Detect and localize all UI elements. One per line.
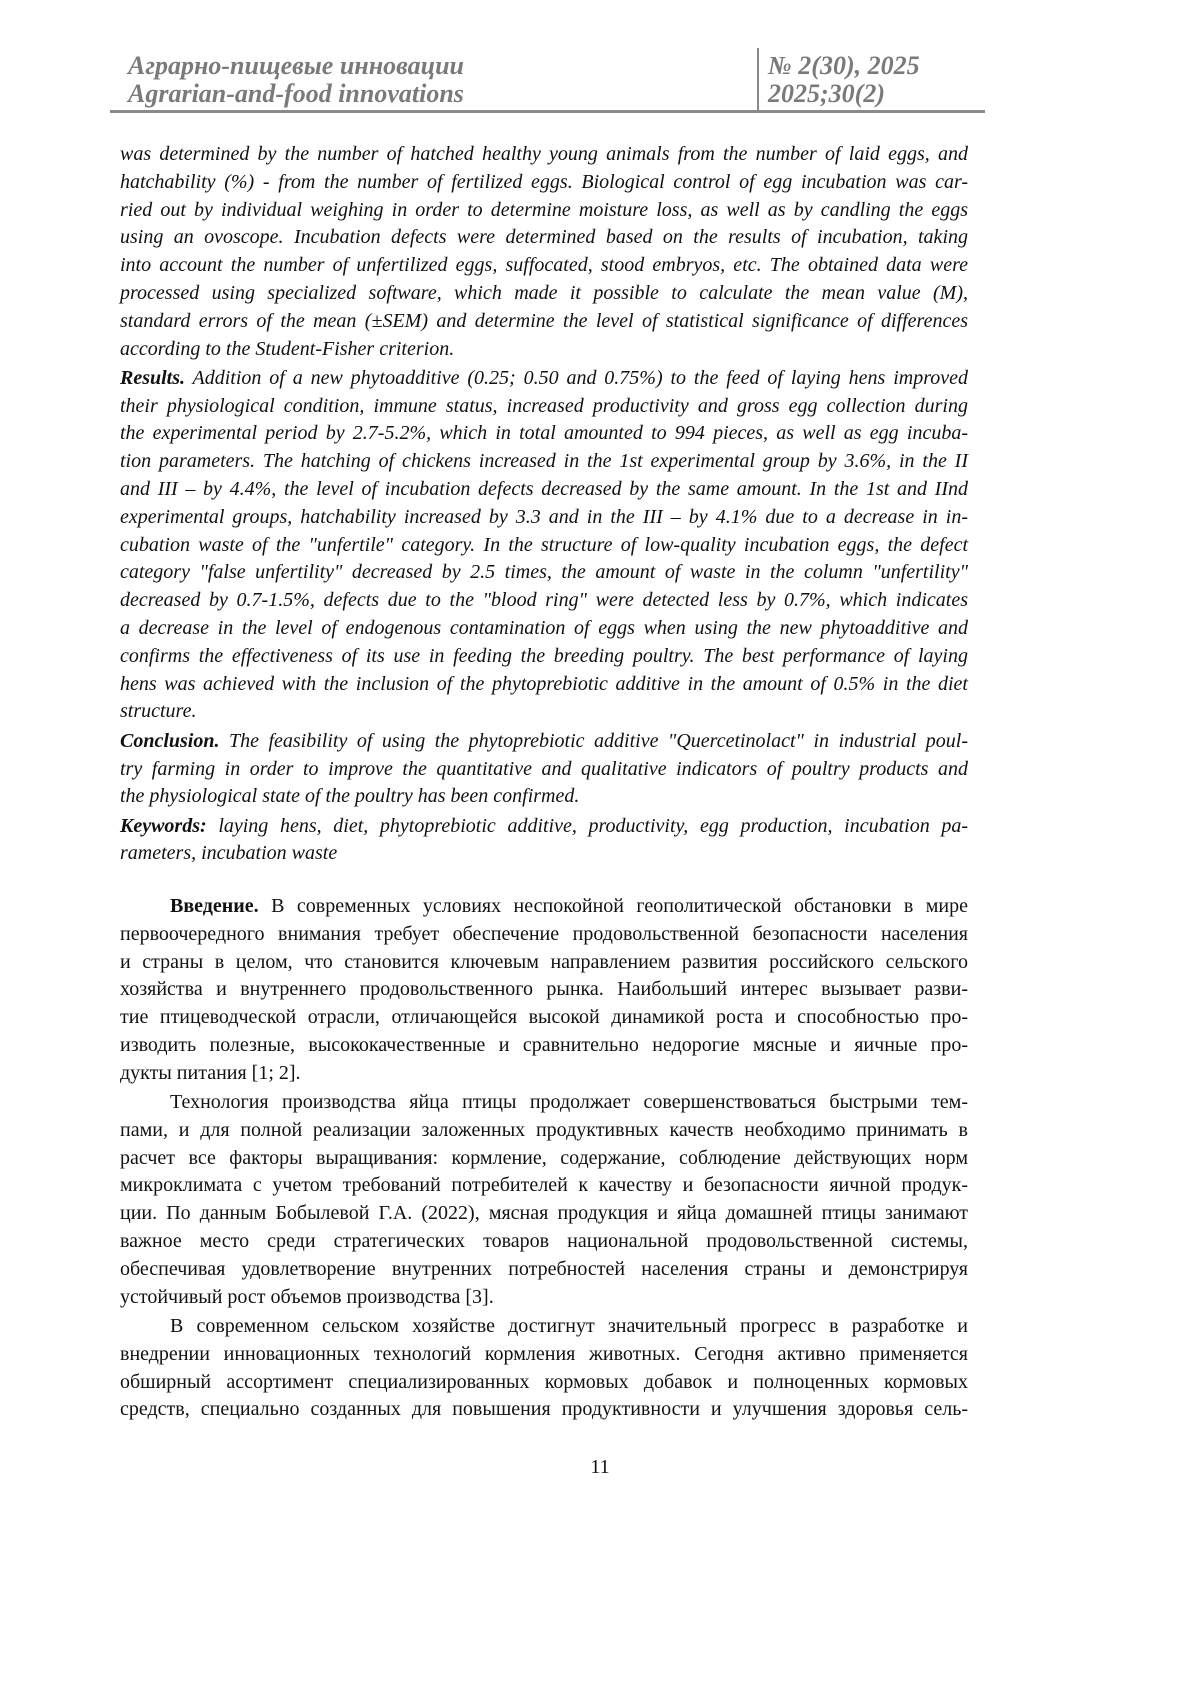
line-text: дукты питания [1; 2]. xyxy=(120,1062,301,1084)
text-line xyxy=(120,504,968,532)
line-text: важное место среди стратегических товаров национальной продовольственной системы, xyxy=(120,1230,968,1252)
article-body xyxy=(120,893,968,1426)
text-line xyxy=(120,393,968,421)
line-text: пами, и для полной реализации заложенных продуктивных качеств необходимо принимать в xyxy=(120,1119,968,1141)
line-text: decreased by 0.7-1.5%, defects due to the "blood ring" were detected less by 0.7%, which indicates xyxy=(120,589,968,611)
line-text: the physiological state of the poultry has been confirmed. xyxy=(120,785,579,807)
journal-title xyxy=(128,52,464,108)
line-text: structure. xyxy=(120,700,196,722)
line-text: первоочередного внимания требует обеспечение продовольственной безопасности населения xyxy=(120,923,968,945)
line-text: микроклимата с учетом требований потребителей к качеству и безопасности яичной продук- xyxy=(120,1174,968,1196)
abstract-keywords xyxy=(120,813,968,869)
text-line xyxy=(120,1369,968,1397)
text-line xyxy=(120,532,968,560)
paragraph-introduction xyxy=(120,893,968,1088)
section-label: Введение. xyxy=(170,895,259,917)
header-divider-vertical xyxy=(757,48,759,110)
line-text: the experimental period by 2.7-5.2%, which in total amounted to 994 pieces, as well as egg incuba- xyxy=(120,422,968,444)
text-line xyxy=(120,1060,968,1088)
line-text: и страны в целом, что становится ключевым направлением развития российского сельского xyxy=(120,951,968,973)
abstract-results xyxy=(120,365,968,726)
line-text: The feasibility of using the phytoprebiotic additive "Quercetinolact" in industrial poul- xyxy=(219,730,968,752)
line-text: tion parameters. The hatching of chickens increased in the 1st experimental group by 3.6%, in the II xyxy=(120,450,968,472)
section-label: Results. xyxy=(120,367,185,389)
text-line xyxy=(120,587,968,615)
issue-en: 2025;30(2) xyxy=(768,80,920,108)
text-line xyxy=(120,643,968,671)
text-line xyxy=(120,1200,968,1228)
text-line xyxy=(120,756,968,784)
text-line xyxy=(120,280,968,308)
text-line xyxy=(120,336,968,364)
text-line xyxy=(120,308,968,336)
text-line xyxy=(120,921,968,949)
abstract-methods xyxy=(120,141,968,363)
header-rule xyxy=(110,110,985,113)
journal-title-ru: Аграрно-пищевые инновации xyxy=(128,52,464,80)
line-text: В современном сельском хозяйстве достигнут значительный прогресс в разработке и xyxy=(170,1315,968,1337)
line-text: cubation waste of the "unfertile" category. In the structure of low-quality incubation eggs, the defect xyxy=(120,534,968,556)
line-text: rameters, incubation waste xyxy=(120,842,337,864)
line-text: try farming in order to improve the quantitative and qualitative indicators of poultry products and xyxy=(120,758,968,780)
abstract xyxy=(120,141,968,870)
section-label: Keywords: xyxy=(120,815,207,837)
text-line xyxy=(120,813,968,841)
line-text: using an ovoscope. Incubation defects were determined based on the results of incubation, taking xyxy=(120,226,968,248)
line-text: standard errors of the mean (±SEM) and determine the level of statistical significance of differences xyxy=(120,310,968,332)
line-text: Технология производства яйца птицы продолжает совершенствоваться быстрыми тем- xyxy=(170,1091,968,1113)
text-line xyxy=(120,1396,968,1424)
text-line xyxy=(120,252,968,280)
line-text: В современных условиях неспокойной геополитической обстановки в мире xyxy=(259,895,968,917)
abstract-conclusion xyxy=(120,728,968,811)
text-line xyxy=(120,1172,968,1200)
journal-title-en: Agrarian-and-food innovations xyxy=(128,80,464,108)
line-text: category "false unfertility" decreased by 2.5 times, the amount of waste in the column "unfertility" xyxy=(120,561,968,583)
issue-info xyxy=(768,52,920,108)
text-line xyxy=(120,1145,968,1173)
line-text: ции. По данным Бобылевой Г.А. (2022), мясная продукция и яйца домашней птицы занимают xyxy=(120,1202,968,1224)
text-line xyxy=(120,783,968,811)
text-line xyxy=(120,1341,968,1369)
text-line xyxy=(120,224,968,252)
line-text: обширный ассортимент специализированных кормовых добавок и полноценных кормовых xyxy=(120,1371,968,1393)
line-text: into account the number of unfertilized eggs, suffocated, stood embryos, etc. The obtained data were xyxy=(120,254,968,276)
text-line xyxy=(120,169,968,197)
line-text: Addition of a new phytoadditive (0.25; 0.50 and 0.75%) to the feed of laying hens improved xyxy=(185,367,968,389)
page-number: 11 xyxy=(0,1456,1200,1479)
text-line xyxy=(120,559,968,587)
text-line xyxy=(120,420,968,448)
line-text: изводить полезные, высококачественные и сравнительно недорогие мясные и яичные про- xyxy=(120,1034,968,1056)
text-line xyxy=(120,976,968,1004)
text-line xyxy=(120,476,968,504)
paragraph-2 xyxy=(120,1089,968,1311)
line-text: устойчивый рост объемов производства [3]. xyxy=(120,1286,494,1308)
line-text: processed using specialized software, which made it possible to calculate the mean value (M), xyxy=(120,282,968,304)
text-line xyxy=(120,671,968,699)
text-line xyxy=(120,949,968,977)
section-label: Conclusion. xyxy=(120,730,219,752)
line-text: was determined by the number of hatched healthy young animals from the number of laid eggs, and xyxy=(120,143,968,165)
paragraph-3 xyxy=(120,1313,968,1424)
text-line xyxy=(120,1117,968,1145)
text-line xyxy=(120,1032,968,1060)
line-text: their physiological condition, immune status, increased productivity and gross egg collection during xyxy=(120,395,968,417)
text-line xyxy=(120,1284,968,1312)
text-line xyxy=(120,1256,968,1284)
text-line xyxy=(120,615,968,643)
line-text: средств, специально созданных для повышения продуктивности и улучшения здоровья сель- xyxy=(120,1398,968,1420)
text-line xyxy=(120,365,968,393)
text-line xyxy=(120,893,968,921)
text-line xyxy=(120,728,968,756)
line-text: hatchability (%) - from the number of fertilized eggs. Biological control of egg incubation was car- xyxy=(120,171,968,193)
line-text: внедрении инновационных технологий кормления животных. Сегодня активно применяется xyxy=(120,1343,968,1365)
line-text: according to the Student-Fisher criterion. xyxy=(120,338,454,360)
line-text: обеспечивая удовлетворение внутренних потребностей населения страны и демонстрируя xyxy=(120,1258,968,1280)
running-header xyxy=(120,46,980,112)
line-text: ried out by individual weighing in order to determine moisture loss, as well as by candling the eggs xyxy=(120,199,968,221)
text-line xyxy=(120,1089,968,1117)
line-text: confirms the effectiveness of its use in feeding the breeding poultry. The best performance of laying xyxy=(120,645,968,667)
line-text: experimental groups, hatchability increased by 3.3 and in the III – by 4.1% due to a decrease in in- xyxy=(120,506,968,528)
line-text: and III – by 4.4%, the level of incubation defects decreased by the same amount. In the 1st and IInd xyxy=(120,478,968,500)
text-line xyxy=(120,197,968,225)
line-text: хозяйства и внутреннего продовольственного рынка. Наибольший интерес вызывает разви- xyxy=(120,978,968,1000)
line-text: hens was achieved with the inclusion of the phytoprebiotic additive in the amount of 0.5% in the diet xyxy=(120,673,968,695)
text-line xyxy=(120,1313,968,1341)
line-text: a decrease in the level of endogenous contamination of eggs when using the new phytoadditive and xyxy=(120,617,968,639)
text-line xyxy=(120,840,968,868)
text-line xyxy=(120,1228,968,1256)
text-line xyxy=(120,698,968,726)
text-line xyxy=(120,141,968,169)
text-line xyxy=(120,1004,968,1032)
line-text: laying hens, diet, phytoprebiotic additive, productivity, egg production, incubation pa- xyxy=(207,815,968,837)
line-text: тие птицеводческой отрасли, отличающейся высокой динамикой роста и способностью про- xyxy=(120,1006,968,1028)
line-text: расчет все факторы выращивания: кормление, содержание, соблюдение действующих норм xyxy=(120,1147,968,1169)
text-line xyxy=(120,448,968,476)
issue-ru: № 2(30), 2025 xyxy=(768,52,920,80)
